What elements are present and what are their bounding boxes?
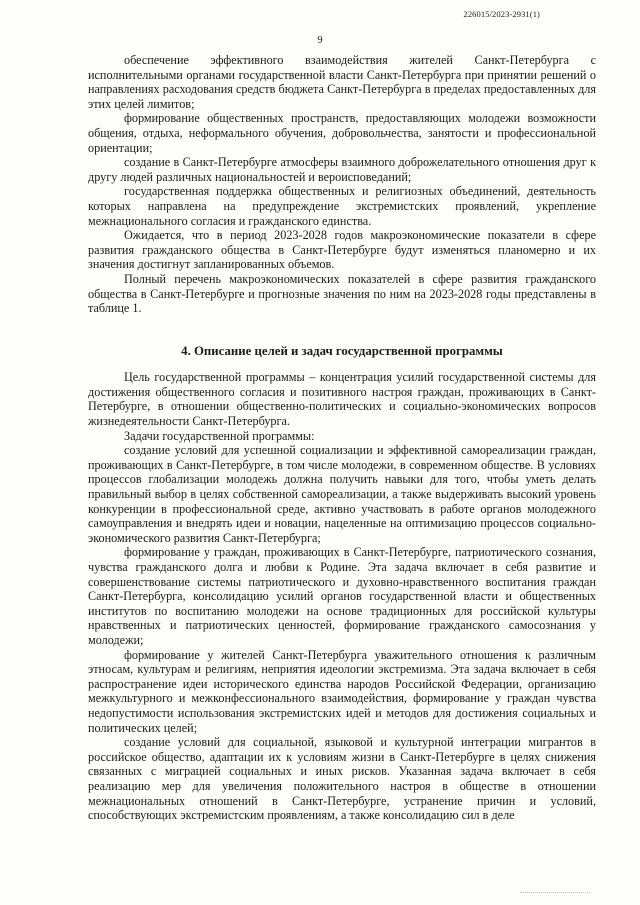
paragraph: создание в Санкт-Петербурге атмосферы взаимного доброжелательного отношения друг к другу людей различных национальностей и вероисповеданий; [88, 155, 596, 184]
section-heading: 4. Описание целей и задач государственной программы [181, 343, 503, 358]
paragraph: Цель государственной программы – концентрация усилий государственной системы для достижения общественного согласия и позитивного настроя граждан, проживающих в Санкт-Петербурге, в отношении общественно-политических и социально-экономических вопросов жизнедеятельности Санкт-Петербурга. [88, 370, 596, 429]
paragraph: Ожидается, что в период 2023-2028 годов макроэкономические показатели в сфере развития гражданского общества в Санкт-Петербурге будут изменяться планомерно и их значения достигнут запланированных объемов. [88, 228, 596, 272]
paragraph: обеспечение эффективного взаимодействия жителей Санкт-Петербурга с исполнительными органами государственной власти Санкт-Петербурга при принятии решений о направлениях расходования средств бюджета Санкт-Петербурга в пределах предоставленных для этих целей лимитов; [88, 53, 596, 111]
paragraph: создание условий для социальной, языковой и культурной интеграции мигрантов в российское общество, адаптации их к условиям жизни в Санкт-Петербурге в целях снижения связанных с миграцией социальных и иных рисков. Указанная задача включает в себя реализацию мер для увеличения положительного настроя в обществе в отношении межнациональных отношений в Санкт-Петербурге, устранение причин и условий, способствующих экстремистским проявлениям, а также консолидацию сил в деле [88, 735, 596, 823]
scan-artifact [520, 892, 590, 899]
paragraph: Полный перечень макроэкономических показателей в сфере развития гражданского общества в Санкт-Петербурге и прогнозные значения по ним на 2023-2028 годы представлены в таблице 1. [88, 271, 596, 316]
paragraph: формирование у жителей Санкт-Петербурга уважительного отношения к различным этносам, культурам и религиям, неприятия идеологии экстремизма. Эта задача включает в себя распространение идеи исторического единства народов Российской Федерации, организацию межкультурного и межконфессионального взаимодействия, формирование у граждан чувства недопустимости использования экстремистских идей и методов для достижения социальных и политических целей; [88, 647, 596, 735]
paragraph: формирование общественных пространств, предоставляющих молодежи возможности общения, отдыха, неформального обучения, добровольчества, занятости и профессиональной ориентации; [88, 111, 596, 155]
document-body [88, 53, 596, 823]
paragraph: государственная поддержка общественных и религиозных объединений, деятельность которых направлена на предупреждение экстремистских проявлений, укрепление межнационального согласия и гражданского единства. [88, 184, 596, 228]
paragraph: Задачи государственной программы: [124, 428, 315, 443]
paragraph: формирование у граждан, проживающих в Санкт-Петербурге, патриотического сознания, чувства гражданского долга и любви к Родине. Эта задача включает в себя развитие и совершенствование системы патриотического и духовно-нравственного воспитания граждан Санкт-Петербурга, консолидацию усилий органов государственной власти и общественных институтов по воспитанию молодежи на основе традиционных для российской культуры нравственных и патриотических ценностей, формирование гражданского самосознания у молодежи; [88, 545, 596, 647]
document-registration-number: 226015/2023-2931(1) [463, 9, 540, 19]
paragraph: создание условий для успешной социализации и эффективной самореализации граждан, проживающих в Санкт-Петербурге, в том числе молодежи, в современном обществе. В условиях процессов глобализации молодежь должна получить навыки для того, чтобы уметь делать правильный выбор в целях собственной самореализации, а также выдерживать высокий уровень конкуренции в профессиональной среде, активно участвовать в работе органов молодежного самоуправления и внедрять идеи и новации, нацеленные на оптимизацию процессов социально-экономического развития Санкт-Петербурга; [88, 443, 596, 545]
page-number: 9 [317, 35, 323, 46]
